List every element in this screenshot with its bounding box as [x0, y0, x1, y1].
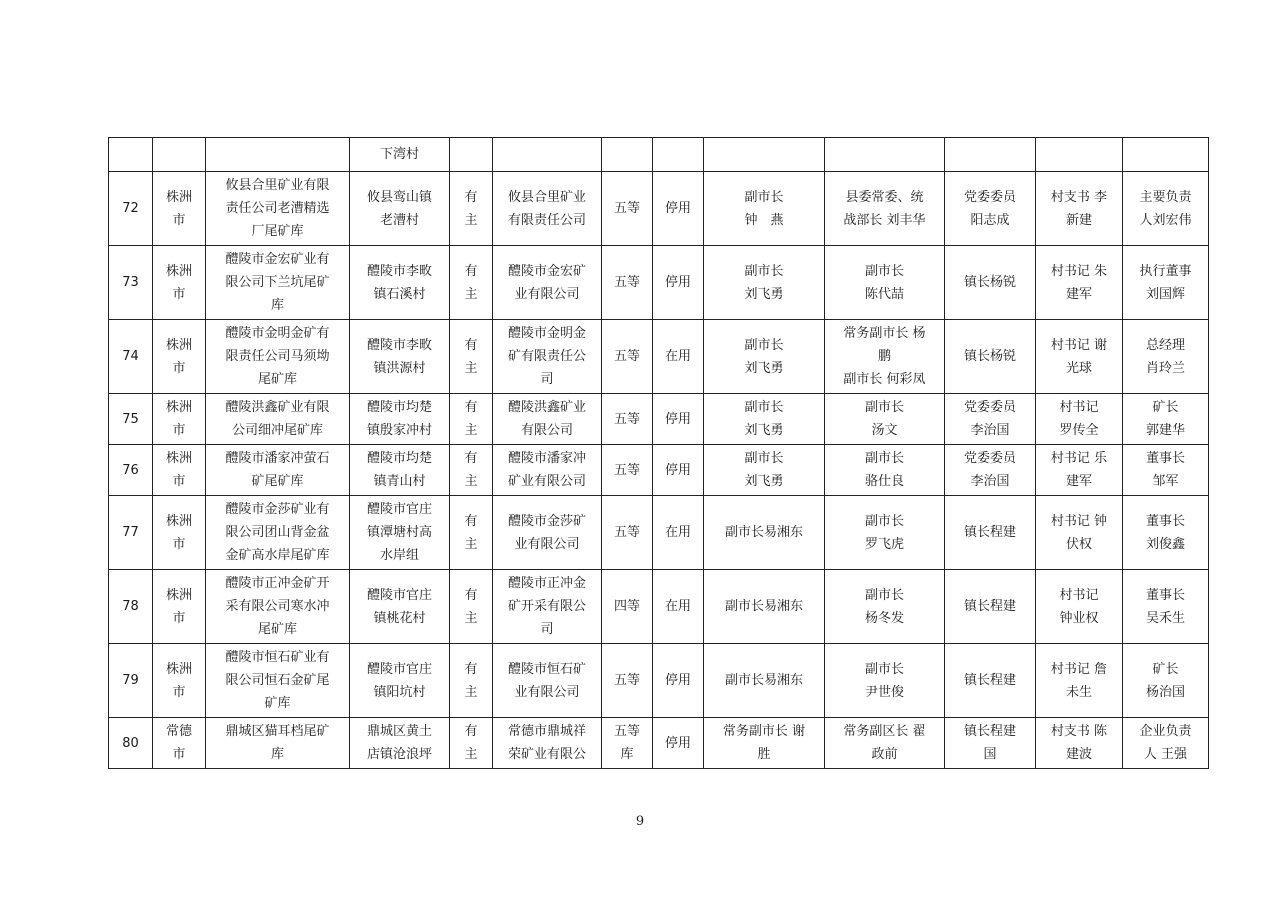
cell-ownership: [450, 138, 493, 172]
cell-village-leader: 村书记 罗传全: [1036, 394, 1123, 445]
cell-ownership: 有 主: [450, 246, 493, 320]
cell-row-number: 73: [109, 246, 153, 320]
cell-town-leader: 镇长杨锐: [945, 246, 1036, 320]
cell-location: 醴陵市均楚 镇青山村: [350, 445, 450, 496]
cell-city-leader: 副市长 刘飞勇: [704, 320, 825, 394]
table-body: [109, 138, 1209, 769]
cell-town-leader: 党委委员 阳志成: [945, 172, 1036, 246]
cell-grade: 五等: [602, 320, 653, 394]
cell-tailings-pond-name: 醴陵洪鑫矿业有限 公司细冲尾矿库: [206, 394, 350, 445]
table-row: [109, 172, 1209, 246]
cell-enterprise: 常德市鼎城祥 荣矿业有限公: [493, 718, 602, 769]
cell-city: 株洲 市: [153, 394, 206, 445]
cell-enterprise: 醴陵市潘家冲 矿业有限公司: [493, 445, 602, 496]
table-row: [109, 320, 1209, 394]
cell-village-leader: [1036, 138, 1123, 172]
cell-town-leader: 镇长程建: [945, 570, 1036, 644]
cell-city-leader: 副市长 刘飞勇: [704, 445, 825, 496]
cell-enterprise: [493, 138, 602, 172]
cell-enterprise-leader: 企业负责 人 王强: [1123, 718, 1209, 769]
cell-enterprise: 醴陵市金莎矿 业有限公司: [493, 496, 602, 570]
cell-ownership: 有 主: [450, 718, 493, 769]
cell-row-number: 76: [109, 445, 153, 496]
cell-city-leader: 副市长 刘飞勇: [704, 246, 825, 320]
cell-tailings-pond-name: 醴陵市正冲金矿开 采有限公司寒水冲 尾矿库: [206, 570, 350, 644]
cell-ownership: 有 主: [450, 320, 493, 394]
cell-location: 醴陵市均楚 镇殷家冲村: [350, 394, 450, 445]
cell-village-leader: 村书记 詹 未生: [1036, 644, 1123, 718]
cell-town-leader: 镇长程建: [945, 496, 1036, 570]
cell-enterprise: 攸县合里矿业 有限责任公司: [493, 172, 602, 246]
cell-enterprise-leader: 主要负责 人刘宏伟: [1123, 172, 1209, 246]
tailings-responsibility-table: [108, 137, 1209, 769]
cell-row-number: 77: [109, 496, 153, 570]
cell-city-leader: 常务副市长 谢 胜: [704, 718, 825, 769]
cell-grade: [602, 138, 653, 172]
cell-city-leader: 副市长易湘东: [704, 570, 825, 644]
cell-city: [153, 138, 206, 172]
cell-row-number: 74: [109, 320, 153, 394]
cell-tailings-pond-name: 醴陵市恒石矿业有 限公司恒石金矿尾 矿库: [206, 644, 350, 718]
cell-location: 攸县鸾山镇 老漕村: [350, 172, 450, 246]
cell-city: 株洲 市: [153, 644, 206, 718]
cell-grade: 五等: [602, 246, 653, 320]
cell-tailings-pond-name: 醴陵市金明金矿有 限责任公司马须坳 尾矿库: [206, 320, 350, 394]
cell-village-leader: 村书记 谢 光球: [1036, 320, 1123, 394]
cell-status: 停用: [653, 246, 704, 320]
cell-row-number: 72: [109, 172, 153, 246]
cell-town-leader: 镇长程建: [945, 644, 1036, 718]
cell-status: 停用: [653, 445, 704, 496]
cell-tailings-pond-name: 醴陵市金宏矿业有 限公司下兰坑尾矿 库: [206, 246, 350, 320]
cell-city: 株洲 市: [153, 496, 206, 570]
cell-city-leader: 副市长 刘飞勇: [704, 394, 825, 445]
cell-enterprise-leader: 董事长 吴禾生: [1123, 570, 1209, 644]
cell-location: 鼎城区黄土 店镇沧浪坪: [350, 718, 450, 769]
cell-location: 醴陵市官庄 镇阳坑村: [350, 644, 450, 718]
cell-grade: 四等: [602, 570, 653, 644]
cell-grade: 五等: [602, 394, 653, 445]
cell-ownership: 有 主: [450, 496, 493, 570]
cell-county-leader: 县委常委、统 战部长 刘丰华: [825, 172, 945, 246]
cell-town-leader: 镇长杨锐: [945, 320, 1036, 394]
table-row: [109, 496, 1209, 570]
cell-status: 在用: [653, 570, 704, 644]
cell-status: 停用: [653, 172, 704, 246]
cell-tailings-pond-name: 攸县合里矿业有限 责任公司老漕精选 厂尾矿库: [206, 172, 350, 246]
cell-enterprise: 醴陵市正冲金 矿开采有限公 司: [493, 570, 602, 644]
cell-row-number: [109, 138, 153, 172]
cell-ownership: 有 主: [450, 644, 493, 718]
cell-village-leader: 村书记 朱 建军: [1036, 246, 1123, 320]
cell-tailings-pond-name: 鼎城区猫耳档尾矿 库: [206, 718, 350, 769]
cell-status: 停用: [653, 718, 704, 769]
cell-city: 株洲 市: [153, 570, 206, 644]
cell-enterprise-leader: [1123, 138, 1209, 172]
cell-status: [653, 138, 704, 172]
cell-enterprise: 醴陵市金明金 矿有限责任公 司: [493, 320, 602, 394]
cell-enterprise-leader: 矿长 郭建华: [1123, 394, 1209, 445]
cell-city-leader: 副市长 钟 燕: [704, 172, 825, 246]
cell-town-leader: 党委委员 李治国: [945, 445, 1036, 496]
cell-village-leader: 村书记 乐 建军: [1036, 445, 1123, 496]
cell-city: 常德 市: [153, 718, 206, 769]
cell-village-leader: 村书记 钟业权: [1036, 570, 1123, 644]
cell-location: 醴陵市李畋 镇石溪村: [350, 246, 450, 320]
cell-county-leader: [825, 138, 945, 172]
cell-city-leader: 副市长易湘东: [704, 496, 825, 570]
cell-city: 株洲 市: [153, 246, 206, 320]
cell-enterprise: 醴陵市金宏矿 业有限公司: [493, 246, 602, 320]
cell-row-number: 80: [109, 718, 153, 769]
table-row: [109, 570, 1209, 644]
cell-county-leader: 常务副区长 翟 政前: [825, 718, 945, 769]
cell-tailings-pond-name: [206, 138, 350, 172]
cell-enterprise-leader: 总经理 肖玲兰: [1123, 320, 1209, 394]
cell-enterprise-leader: 矿长 杨治国: [1123, 644, 1209, 718]
cell-ownership: 有 主: [450, 570, 493, 644]
cell-county-leader: 副市长 陈代喆: [825, 246, 945, 320]
cell-location: 下湾村: [350, 138, 450, 172]
page-number: 9: [635, 814, 645, 829]
cell-city: 株洲 市: [153, 320, 206, 394]
cell-town-leader: 镇长程建 国: [945, 718, 1036, 769]
cell-enterprise: 醴陵市恒石矿 业有限公司: [493, 644, 602, 718]
cell-status: 停用: [653, 644, 704, 718]
cell-city-leader: [704, 138, 825, 172]
table-row: [109, 246, 1209, 320]
table-row: [109, 718, 1209, 769]
cell-tailings-pond-name: 醴陵市金莎矿业有 限公司团山背金盆 金矿高水岸尾矿库: [206, 496, 350, 570]
cell-grade: 五等: [602, 445, 653, 496]
cell-enterprise: 醴陵洪鑫矿业 有限公司: [493, 394, 602, 445]
cell-tailings-pond-name: 醴陵市潘家冲萤石 矿尾矿库: [206, 445, 350, 496]
cell-county-leader: 副市长 骆仕良: [825, 445, 945, 496]
table-row: [109, 445, 1209, 496]
cell-enterprise-leader: 董事长 邹军: [1123, 445, 1209, 496]
cell-location: 醴陵市官庄 镇桃花村: [350, 570, 450, 644]
cell-grade: 五等: [602, 496, 653, 570]
table-row: [109, 138, 1209, 172]
cell-grade: 五等: [602, 172, 653, 246]
cell-village-leader: 村支书 李 新建: [1036, 172, 1123, 246]
cell-county-leader: 副市长 杨冬发: [825, 570, 945, 644]
table-row: [109, 394, 1209, 445]
cell-row-number: 75: [109, 394, 153, 445]
cell-ownership: 有 主: [450, 445, 493, 496]
cell-ownership: 有 主: [450, 394, 493, 445]
cell-status: 在用: [653, 496, 704, 570]
cell-town-leader: 党委委员 李治国: [945, 394, 1036, 445]
cell-location: 醴陵市李畋 镇洪源村: [350, 320, 450, 394]
cell-village-leader: 村书记 钟 伏权: [1036, 496, 1123, 570]
cell-status: 停用: [653, 394, 704, 445]
cell-town-leader: [945, 138, 1036, 172]
cell-row-number: 79: [109, 644, 153, 718]
cell-city: 株洲 市: [153, 445, 206, 496]
cell-status: 在用: [653, 320, 704, 394]
cell-enterprise-leader: 董事长 刘俊鑫: [1123, 496, 1209, 570]
cell-ownership: 有 主: [450, 172, 493, 246]
cell-grade: 五等 库: [602, 718, 653, 769]
cell-location: 醴陵市官庄 镇潭塘村高 水岸组: [350, 496, 450, 570]
cell-row-number: 78: [109, 570, 153, 644]
cell-village-leader: 村支书 陈 建波: [1036, 718, 1123, 769]
table-row: [109, 644, 1209, 718]
cell-county-leader: 副市长 汤文: [825, 394, 945, 445]
cell-city: 株洲 市: [153, 172, 206, 246]
cell-county-leader: 副市长 罗飞虎: [825, 496, 945, 570]
cell-city-leader: 副市长易湘东: [704, 644, 825, 718]
cell-county-leader: 常务副市长 杨 鹏 副市长 何彩凤: [825, 320, 945, 394]
cell-county-leader: 副市长 尹世俊: [825, 644, 945, 718]
cell-grade: 五等: [602, 644, 653, 718]
cell-enterprise-leader: 执行董事 刘国辉: [1123, 246, 1209, 320]
